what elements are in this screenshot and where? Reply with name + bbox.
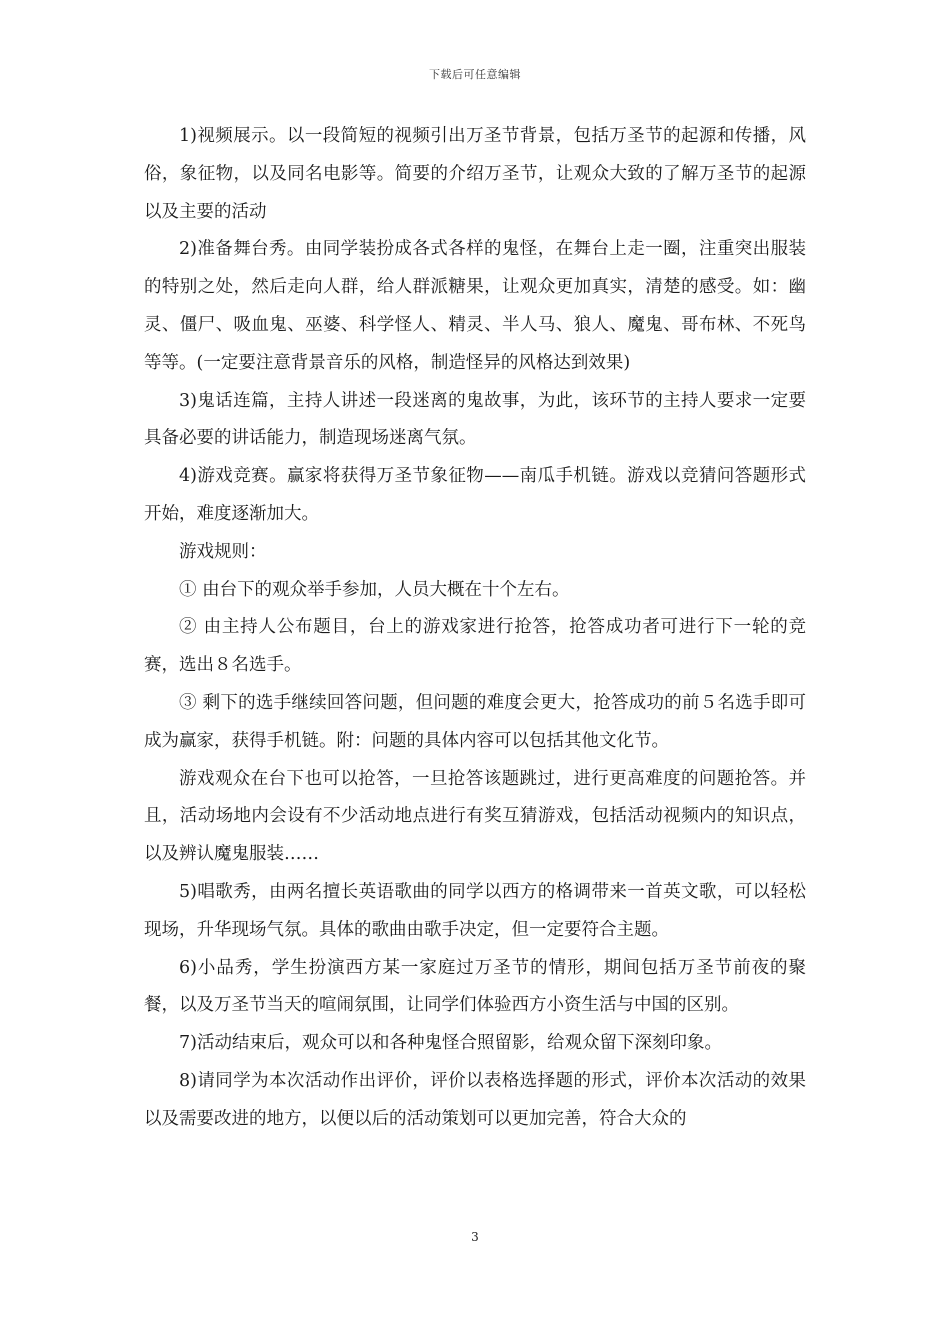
paragraph-singing-show: 5)唱歌秀，由两名擅长英语歌曲的同学以西方的格调带来一首英文歌，可以轻松现场，升华现场气氛。具体的歌曲由歌手决定，但一定要符合主题。 [144, 881, 806, 940]
paragraph-after-event: 7)活动结束后，观众可以和各种鬼怪合照留影，给观众留下深刻印象。 [179, 1033, 722, 1054]
paragraph-evaluation: 8)请同学为本次活动作出评价，评价以表格选择题的形式，评价本次活动的效果以及需要改进的地方，以便以后的活动策划可以更加完善，符合大众的 [144, 1070, 806, 1129]
paragraph-game-contest: 4)游戏竞赛。赢家将获得万圣节象征物——南瓜手机链。游戏以竞猜问答题形式开始，难度逐渐加大。 [144, 466, 806, 524]
paragraph-skit-show: 6)小品秀，学生扮演西方某一家庭过万圣节的情形，期间包括万圣节前夜的聚餐，以及万圣节当天的喧闹氛围，让同学们体验西方小资生活与中国的区别。 [144, 957, 806, 1016]
paragraph-rule-3: ③ 剩下的选手继续回答问题，但问题的难度会更大，抢答成功的前５名选手即可成为赢家，获得手机链。附：问题的具体内容可以包括其他文化节。 [144, 692, 806, 751]
paragraph-video-display: 1)视频展示。以一段简短的视频引出万圣节背景，包括万圣节的起源和传播，风俗，象征物，以及同名电影等。简要的介绍万圣节，让观众大致的了解万圣节的起源以及主要的活动 [144, 126, 806, 222]
paragraph-stage-show: 2)准备舞台秀。由同学装扮成各式各样的鬼怪，在舞台上走一圈，注重突出服装的特别之处，然后走向人群，给人群派糖果，让观众更加真实，清楚的感受。如：幽灵、僵尸、吸血鬼、巫婆、科学怪人、精灵、半人马、狼人、魔鬼、哥布林、不死鸟等等。(一定要注意背景音乐的风格，制造怪异的风格达到效果) [144, 239, 806, 373]
paragraph-audience-answers: 游戏观众在台下也可以抢答，一旦抢答该题跳过，进行更高难度的问题抢答。并且，活动场地内会设有不少活动地点进行有奖互猜游戏，包括活动视频内的知识点，以及辨认魔鬼服装…… [144, 768, 806, 865]
page-header: 下载后可任意编辑 [429, 68, 521, 81]
page-number: 3 [471, 1230, 479, 1244]
paragraph-rule-2: ② 由主持人公布题目，台上的游戏家进行抢答，抢答成功者可进行下一轮的竞赛，选出８名选手。 [144, 617, 806, 676]
paragraph-rule-1: ① 由台下的观众举手参加，人员大概在十个左右。 [179, 579, 570, 600]
document-body [144, 118, 806, 1139]
paragraph-ghost-stories: 3)鬼话连篇，主持人讲述一段迷离的鬼故事，为此，该环节的主持人要求一定要具备必要的讲话能力，制造现场迷离气氛。 [144, 390, 806, 449]
paragraph-game-rules-heading: 游戏规则： [179, 541, 267, 562]
